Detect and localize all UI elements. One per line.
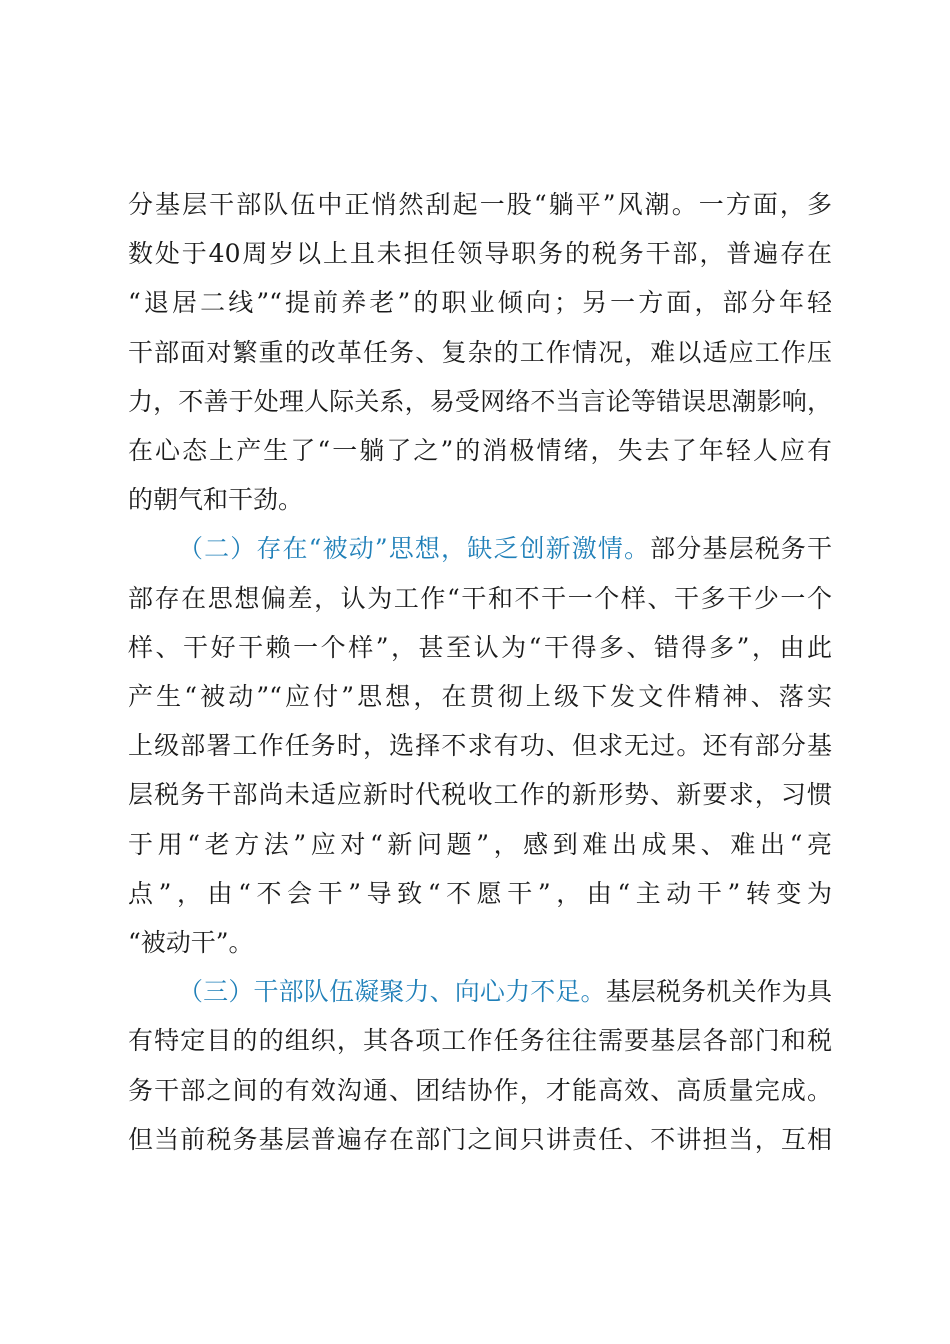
text-line: 点”，由“不会干”导致“不愿干”，由“主动干”转变为: [128, 878, 832, 908]
text-line: 分基层干部队伍中正悄然刮起一股“躺平”风潮。一方面，多: [128, 190, 832, 219]
text-line: 产生“被动”“应付”思想，在贯彻上级下发文件精神、落实: [128, 682, 832, 712]
text-line: 样、干好干赖一个样”，甚至认为“干得多、错得多”，由此: [128, 632, 832, 662]
text-line: 于用“老方法”应对“新问题”，感到难出成果、难出“亮: [128, 829, 832, 859]
text-line: [128, 967, 832, 1016]
heading-line-rest: 基层税务机关作为具: [605, 977, 832, 1007]
text-line: “被动干”。: [128, 928, 254, 958]
text-line: 力，不善于处理人际关系，易受网络不当言论等错误思潮影响，: [128, 386, 832, 416]
text-line: 在心态上产生了“一躺了之”的消极情绪，失去了年轻人应有: [128, 436, 832, 466]
heading-line-rest: 部分基层税务干: [650, 534, 832, 564]
text-line: 务干部之间的有效沟通、团结协作，才能高效、高质量完成。: [128, 1075, 832, 1105]
paragraph-2: [128, 524, 832, 967]
text-line: 部存在思想偏差，认为工作“干和不干一个样、干多干少一个: [128, 583, 832, 613]
text-line: “退居二线”“提前养老”的职业倾向；另一方面，部分年轻: [128, 288, 832, 318]
text-line: 有特定目的的组织，其各项工作任务往往需要基层各部门和税: [128, 1026, 832, 1056]
text-line: 但当前税务基层普遍存在部门之间只讲责任、不讲担当，互相: [128, 1124, 832, 1154]
paragraph-1: [128, 180, 832, 524]
section-heading: （二）存在“被动”思想，缺乏创新激情。: [178, 534, 651, 564]
body-text: [128, 180, 832, 1164]
paragraph-3: [128, 967, 832, 1164]
text-line: 干部面对繁重的改革任务、复杂的工作情况，难以适应工作压: [128, 337, 832, 367]
text-line: 数处于40周岁以上且未担任领导职务的税务干部，普遍存在: [128, 239, 832, 269]
text-line: 上级部署工作任务时，选择不求有功、但求无过。还有部分基: [128, 731, 832, 761]
text-line: 层税务干部尚未适应新时代税收工作的新形势、新要求，习惯: [128, 780, 832, 810]
text-line: [128, 524, 832, 573]
text-line: 的朝气和干劲。: [128, 485, 304, 515]
section-heading: （三）干部队伍凝聚力、向心力不足。: [178, 977, 606, 1007]
